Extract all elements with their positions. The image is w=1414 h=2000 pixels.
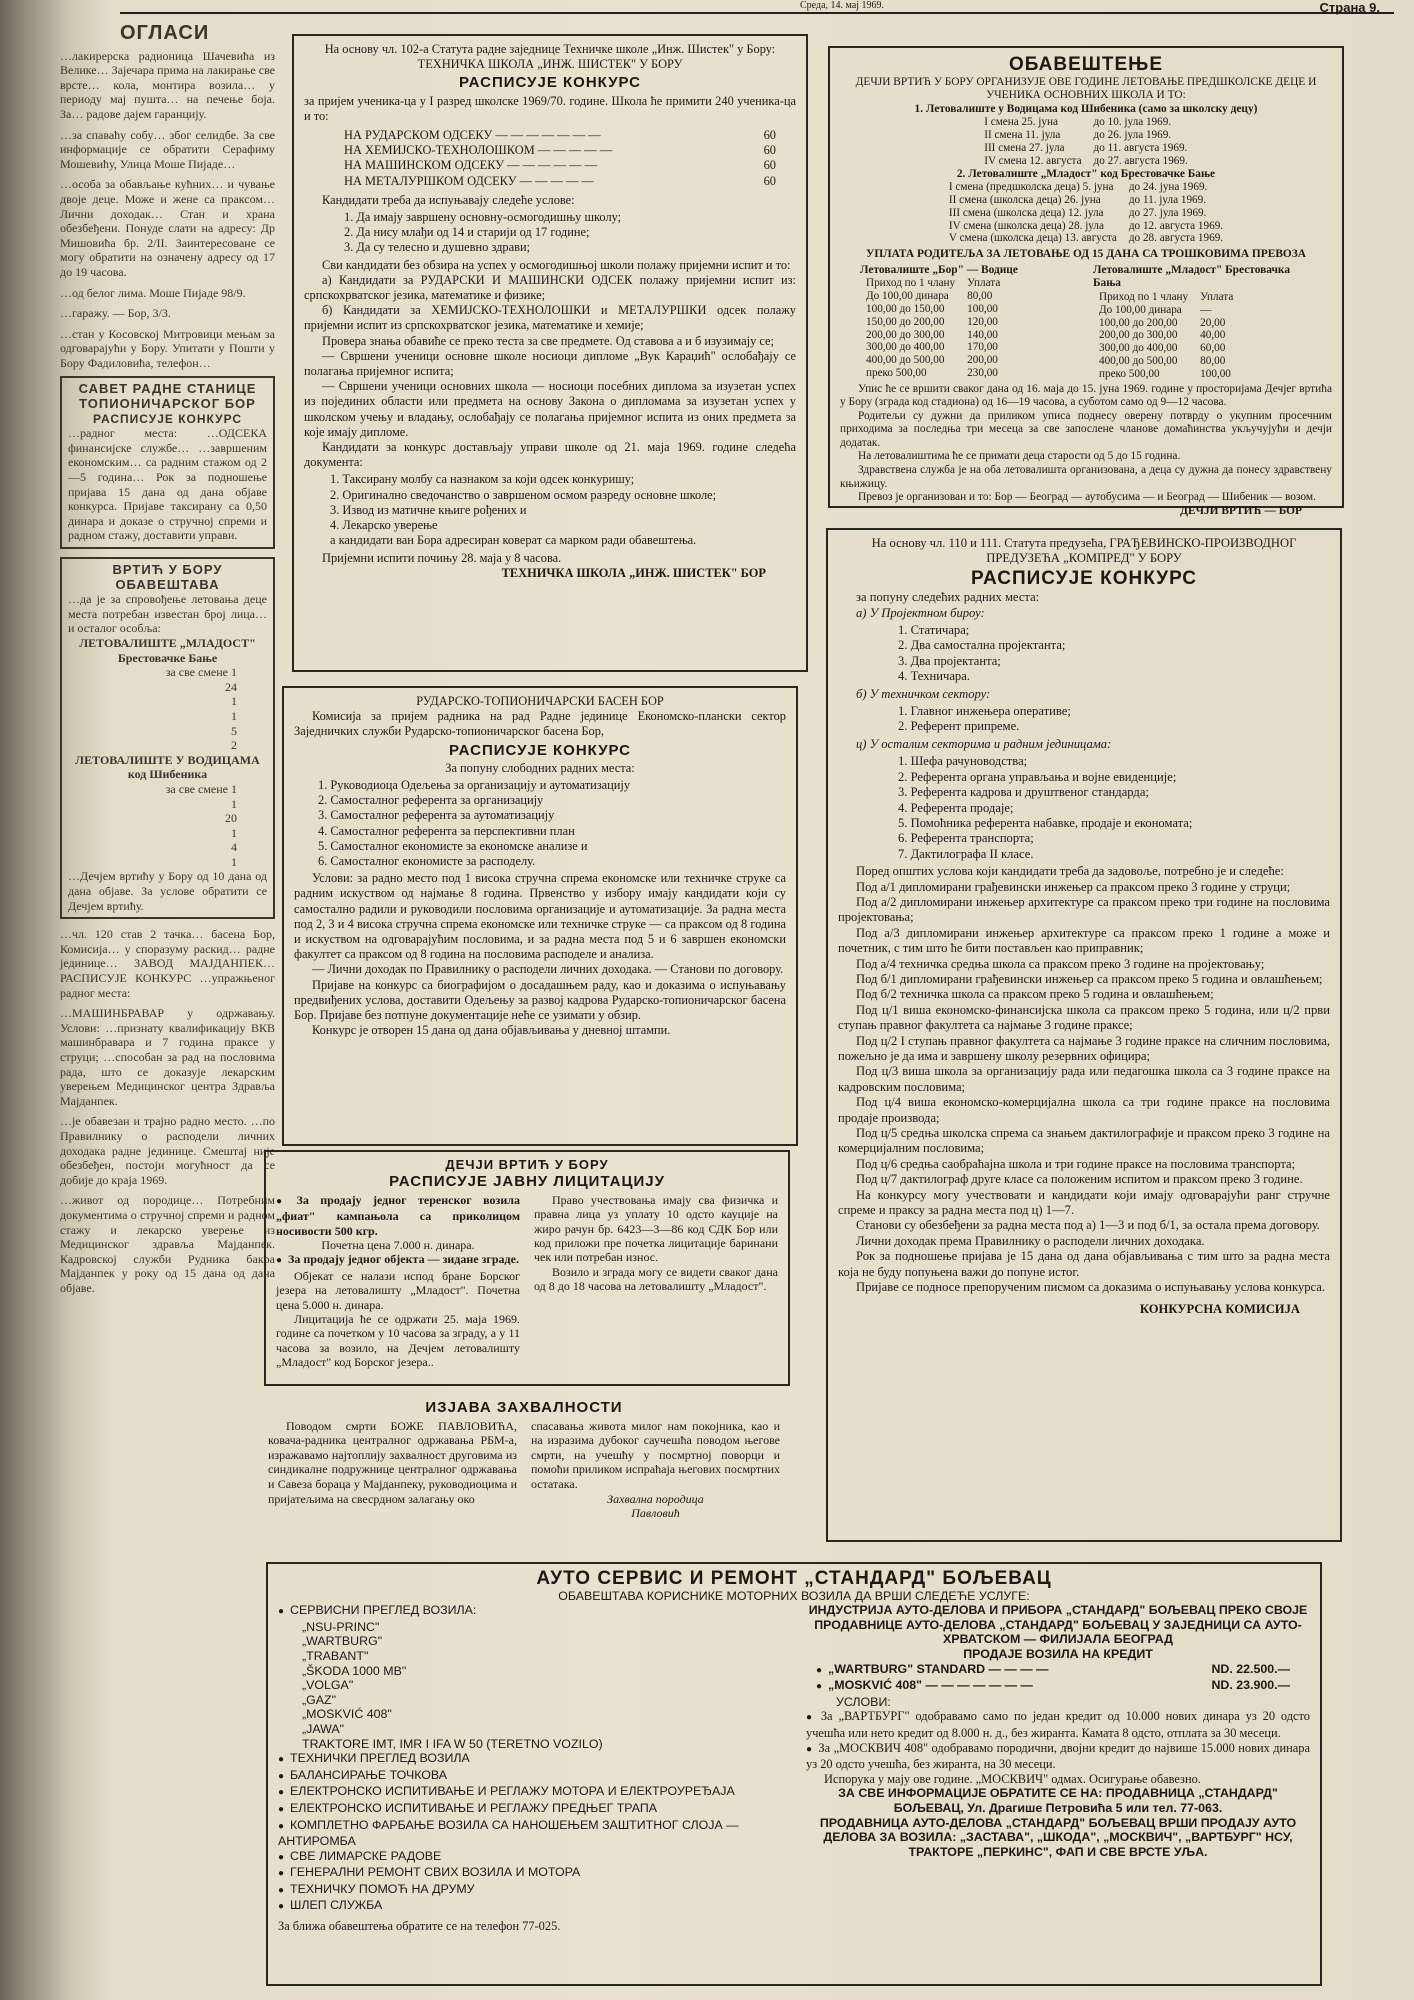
standard-service xyxy=(278,1882,782,1899)
shift-end: до 12. августа 1969. xyxy=(1128,219,1224,232)
payment-value: — xyxy=(1200,303,1212,316)
kompred-req: Под а/1 дипломирани грађевински инжењер са праксом преко 3 године у струци; xyxy=(856,879,1291,894)
licitacija-item-2 xyxy=(276,1252,520,1268)
rtb-p1: Услови: за радно место под 1 висока стручна спрема економске или техничке струке са радним искуством од најмање 8 година. Првенство у избору имају кандидати који су самостално радили и руководили пословима организације и аутоматизације. За радна места под 2, 3 и 4 висока стручна спрема економске или техничке струке — са праксом од 8 година и искуством на одговарајућим пословима, и за радна места под 5 и 6 завршен економски факултет са праксом од 8 година на пословима расподеле и анализа. xyxy=(294,871,786,962)
standard-c2-text: За „МОСКВИЧ 408" одобравамо породични, двојни кредит до највише 15.000 нових динара уз 20 одсто учешћа, без жиранта, на 30 месеци. xyxy=(806,1740,1310,1772)
tehnicka-p6: Провера знања обавиће се преко теста за све предмете. Од ставова а и б изузимају се; xyxy=(322,333,774,348)
left-ad-9: …је обавезан и трајно радно место. …по Правилнику о расподели личних доходака радне јединице. Смештај није обезбеђен, постоји могућност да се добије до краја 1969. xyxy=(60,1114,275,1187)
payment-header: Приход по 1 члану xyxy=(866,277,956,290)
ad-obavestenje xyxy=(828,46,1344,517)
standard-service-text: ГЕНЕРАЛНИ РЕМОНТ СВИХ ВОЗИЛА И МОТОРА xyxy=(290,1865,581,1880)
payment-value: 80,00 xyxy=(1200,354,1226,367)
kompred-sec-a: а) У Пројектном бироу: xyxy=(856,605,985,620)
document-item: а кандидати ван Бора адресиран коверат са марком ради обавештења. xyxy=(330,533,697,548)
standard-phone-note: За ближа обавештења обратите се на телефон 77-025. xyxy=(278,1919,561,1934)
rtb-position: 1. Руководиоца Одељења за организацију и аутоматизацију xyxy=(318,778,631,793)
zahvalnost-text-b: спасавања живота милог нам покојника, као и на изразима дубоког саучешћа поводом његове смрти, на учешћу у посмртној поворци и помоћи приликом испраћаја његових посмртних остатака. xyxy=(531,1418,780,1491)
standard-c3: Испорука у мају ове године. „МОСКВИЧ" одмах. Осигурање обавезно. xyxy=(824,1771,1201,1786)
licitacija-org: ДЕЧЈИ ВРТИЋ У БОРУ xyxy=(445,1157,609,1172)
shift-end: до 11. августа 1969. xyxy=(1093,141,1188,154)
kompred-req: Под б/1 дипломирани грађевински инжењер са праксом преко 5 година и овлашћењем; xyxy=(856,971,1323,986)
rtb-intro: Комисија за пријем радника на рад Радне јединице Економско-плански сектор Заједничких служби Рударско-топионичарског басена Бор, xyxy=(294,709,786,739)
licitacija-price-1: Почетна цена 7.000 н. динара. xyxy=(321,1238,475,1253)
left-box-vrtic-text: …да је за спровођење летовања деце места потребан известан број лица… и осталог особља: xyxy=(68,592,267,636)
rtb-position: 4. Самосталног референта за перспективни план xyxy=(318,823,575,838)
left-box-savet xyxy=(60,376,275,549)
obavestenje-p5: Превоз је организован и то: Бор — Београд — аутобусима — и Београд — Шибеник — возом. xyxy=(858,491,1316,504)
left-ad-6: …стан у Косовској Митровици мењам за одговарајући у Бору. Упитати у Пошти у Бору Фадиловића, телефон… xyxy=(60,326,275,370)
left-row: 1 xyxy=(231,796,237,811)
payment-value: 80,00 xyxy=(967,290,993,303)
tehnicka-p3: Сви кандидати без обзира на успех у осмогодишњој школи полажу пријемни испит и то: xyxy=(322,257,791,272)
rtb-title: РАСПИСУЈЕ КОНКУРС xyxy=(449,741,631,759)
payment-col-a-title: Летовалиште „Бор" — Водице xyxy=(860,263,1018,276)
left-row: 1 xyxy=(231,708,237,723)
kompred-p4: Рок за подношење пријава је 15 дана од дана објављивања с тим што за радна места која не буду попуњена важи до попуне истог. xyxy=(838,1249,1330,1279)
shift: II смена 11. јула xyxy=(984,129,1061,142)
shift-end: до 28. августа 1969. xyxy=(1128,232,1224,245)
rtb-position: 3. Самосталног референта за аутоматизацију xyxy=(318,808,555,823)
credit-car xyxy=(816,1678,1033,1695)
kompred-req: Под ц/7 дактилограф друге класе са положеним испитом и праксом преко 3 године. xyxy=(856,1172,1303,1187)
car-model: „MOSKVIĆ 408" xyxy=(302,1707,392,1722)
ad-rtb-konkurs xyxy=(282,686,798,1146)
bullet-icon xyxy=(278,1784,290,1798)
bullet-icon xyxy=(278,1818,290,1832)
bullet-icon xyxy=(816,1678,828,1692)
zahvalnost-sign-2: Павловић xyxy=(631,1506,680,1521)
kompred-req: Под ц/6 средња саобраћајна школа и три године праксе на пословима транспорта; xyxy=(856,1156,1296,1171)
department-count: 60 xyxy=(763,143,776,158)
tehnicka-p9: Кандидати за конкурс достављају управи школе од 21. маја 1969. године следећа документа: xyxy=(304,440,796,470)
ad-kompred xyxy=(826,528,1342,1542)
shift: III смена 27. јула xyxy=(984,141,1065,154)
left-row: 1 xyxy=(231,694,237,709)
department-name: НА РУДАРСКОМ ОДСЕКУ — — — — — — — xyxy=(344,128,601,143)
standard-c2 xyxy=(806,1741,1310,1772)
shift-end: до 11. јула 1969. xyxy=(1128,193,1207,206)
condition-item: 1. Да имају завршену основну-осмогодишњу школу; xyxy=(344,210,622,225)
left-row: 20 xyxy=(225,811,237,826)
left-box-savet-subtitle: РАСПИСУЈЕ КОНКУРС xyxy=(93,411,242,426)
kompred-sec-c: ц) У осталим секторима и радним јединицама: xyxy=(856,736,1112,751)
document-item: 2. Оригинално сведочанство о завршеном осмом разреду основне школе; xyxy=(330,487,717,502)
shift: V смена (школска деца) 13. августа xyxy=(948,232,1117,245)
department-count: 60 xyxy=(763,128,776,143)
bullet-icon xyxy=(278,1898,290,1912)
payment-table-b xyxy=(1093,291,1239,381)
payment-value: 100,00 xyxy=(967,302,998,315)
left-column-title: ОГЛАСИ xyxy=(120,22,210,44)
left-box-vrtic-text2: …Дечјем вртићу у Бору од 10 дана од дана објаве. За услове обратити се Дечјем вртићу. xyxy=(68,869,267,913)
left-ad-10: …живот од породице… Потребним документима о стручној спреми и радном стажу и лекарско уверење из Медицинског здравља Мајданпек. Кадровској служби Рудника бакра Мајданпек у року од 15 дана од дана објаве. xyxy=(60,1193,275,1295)
standard-service-text: ЕЛЕКТРОНСКО ИСПИТИВАЊЕ И РЕГЛАЖУ ПРЕДЊЕГ ТРАПА xyxy=(290,1800,658,1815)
page-header-rule xyxy=(120,0,1394,14)
kompred-p5: Пријаве се подносе препорученим писмом са доказима о испуњавању услова конкурса. xyxy=(856,1280,1326,1295)
standard-service-text: КОМПЛЕТНО ФАРБАЊЕ ВОЗИЛА СА НАНОШЕЊЕМ ЗАШТИТНОГ СЛОЈА — АНТИРОМБА xyxy=(278,1817,739,1849)
shift: IV смена 12. августа xyxy=(984,154,1082,167)
licitacija-item-1 xyxy=(276,1193,520,1238)
kompred-req: Под ц/1 виша економско-финансијска школа са праксом преко 5 година, или ц/2 први ступањ правног факултета са најмање 3 године праксе; xyxy=(838,1002,1330,1033)
left-row: 4 xyxy=(231,840,237,855)
kompred-p2: Станови су обезбеђени за радна места под а) 1—3 и под б/1, за остала према договору. xyxy=(856,1218,1320,1233)
payment-header: Приход по 1 члану xyxy=(1099,290,1189,303)
payment-value: 140,00 xyxy=(967,328,998,341)
left-box-savet-title: САВЕТ РАДНЕ СТАНИЦЕ ТОПИОНИЧАРСКОГ БОР xyxy=(78,381,257,412)
rtb-org: РУДАРСКО-ТОПИОНИЧАРСКИ БАСЕН БОР xyxy=(416,694,664,708)
kompred-p1: На конкурсу могу учествовати и кандидати који имају одговарајући ранг стручне спреме и праксу за радна места под ц) 1—7. xyxy=(838,1187,1330,1218)
bullet-icon xyxy=(278,1882,290,1896)
kompred-intro: На основу чл. 110 и 111. Статута предузећа, ГРАЂЕВИНСКО-ПРОИЗВОДНОГ ПРЕДУЗЕЋА „КОМПРЕД" У БОРУ xyxy=(871,536,1297,566)
payment-range: 300,00 до 400,00 xyxy=(866,341,945,354)
kompred-title: РАСПИСУЈЕ КОНКУРС xyxy=(971,567,1197,589)
credit-car-name: „WARTBURG" STANDARD — — — — xyxy=(828,1661,1049,1676)
standard-title: АУТО СЕРВИС И РЕМОНТ „СТАНДАРД" БОЉЕВАЦ xyxy=(536,1568,1052,1589)
left-ad-7: …чл. 120 став 2 тачка… басена Бор, Комисија… у споразуму раскид… радне јединице… ЗАВОД МАЈДАНПЕК… РАСПИСУЈЕ КОНКУРС …упражњеног радног места: xyxy=(60,927,275,1000)
left-row: 1 xyxy=(231,825,237,840)
department-count: 60 xyxy=(763,158,776,173)
bullet-icon xyxy=(278,1849,290,1863)
rtb-p2: — Лични доходак по Правилнику о расподели личних доходака. — Станови по договору. xyxy=(312,962,784,977)
zahvalnost-text-a: Поводом смрти БОЖЕ ПАВЛОВИЋА, ковача-радника централног одржавања РБМ-а, изражавамо најтоплију захвалност друговима из синдикалне подружнице централног одржавања и Савеза бораца у Мајданпеку, руководиоцима и пријатељима на свесрдном залагању око xyxy=(268,1418,517,1506)
kompred-p3: Лични доходак према Правилнику о расподели личних доходака. xyxy=(856,1233,1205,1248)
tractor-models: TRAKTORE IMT, IMR I IFA W 50 (TERETNO VOZILO) xyxy=(302,1736,603,1751)
payment-value: 230,00 xyxy=(967,366,998,379)
left-box-vrtic xyxy=(60,557,275,919)
payment-header: Уплата xyxy=(1200,290,1234,303)
payment-range: 300,00 до 400,00 xyxy=(1099,342,1178,355)
car-model: „JAWA" xyxy=(302,1721,345,1736)
camp-1-shifts xyxy=(978,116,1194,167)
tehnicka-intro: На основу чл. 102-а Статута радне заједнице Техничке школе „Инж. Шистек" у Бору: xyxy=(324,42,776,56)
payment-range: До 100,00 динара xyxy=(866,290,949,303)
standard-c4: ЗА СВЕ ИНФОРМАЦИЈЕ ОБРАТИТЕ СЕ НА: ПРОДАВНИЦА „СТАНДАРД" БОЉЕВАЦ, Ул. Драгише Петровића 5 или тел. 77-063. xyxy=(838,1786,1278,1815)
licitacija-item-1-text: За продају једног теренског возила „фиат" кампањола са приколицом носивости 500 кгр. xyxy=(276,1192,520,1238)
standard-service xyxy=(278,1865,782,1882)
standard-service-text: БАЛАНСИРАЊЕ ТОЧКОВА xyxy=(290,1767,448,1782)
left-ad-5: …гаражу. — Бор, 3/3. xyxy=(60,306,171,321)
car-model: „VOLGA" xyxy=(302,1678,354,1693)
shift: I смена (предшколска деца) 5. јуна xyxy=(948,181,1114,194)
kompred-req: Под б/2 техничка школа са праксом преко 5 година и овлашћењем; xyxy=(856,987,1214,1002)
payment-range: 150,00 до 200,00 xyxy=(866,315,945,328)
kompred-position: 7. Дактилографа II класе. xyxy=(898,846,1034,861)
payment-range: преко 500,00 xyxy=(1099,367,1160,380)
payment-col-b-title: Летовалиште „Младост" Брестовачка Бања xyxy=(1093,263,1291,290)
standard-service xyxy=(278,1818,782,1849)
kompred-p0: Поред општих услова који кандидати треба да задовоље, потребно је и следеће: xyxy=(856,864,1284,879)
standard-service xyxy=(278,1801,782,1818)
kompred-req: Под а/4 техничка средња школа са праксом преко 3 године на пројектовању; xyxy=(856,956,1265,971)
credit-car xyxy=(816,1662,1048,1679)
payment-table-a xyxy=(860,277,1006,379)
payment-range: До 100,00 динара xyxy=(1099,303,1182,316)
car-model: „ŠKODA 1000 MB" xyxy=(302,1663,407,1678)
shift: I смена 25. јуна xyxy=(984,116,1058,129)
kompred-req: Под ц/3 виша школа за организацију рада или педагошка школа са 3 године праксе на кадровским пословима; xyxy=(838,1064,1330,1094)
bullet-icon xyxy=(278,1768,290,1782)
camp-1-title: 1. Летовалиште у Водицама код Шибеника (само за школску децу) xyxy=(914,102,1258,115)
shift-end: до 27. јула 1969. xyxy=(1128,206,1207,219)
payment-value: 40,00 xyxy=(1200,329,1226,342)
tehnicka-p2: Кандидати треба да испуњавају следеће услове: xyxy=(322,192,575,207)
kompred-sub: за попуну следећих радних места: xyxy=(856,590,1040,605)
obavestenje-signature: ДЕЧЈИ ВРТИЋ — БОР xyxy=(1180,504,1302,517)
licitacija-p3: Возило и зграда могу се видети сваког дана од 8 до 18 часова на летовалишту „Младост". xyxy=(534,1264,778,1294)
condition-item: 3. Да су телесно и душевно здрави; xyxy=(344,240,531,255)
payment-header: Уплата xyxy=(967,277,1001,290)
payment-range: 100,00 до 150,00 xyxy=(866,302,945,315)
shift: III смена (школска деца) 12. јула xyxy=(948,206,1104,219)
left-row: 5 xyxy=(231,723,237,738)
licitacija-item-2-text: За продају једног објекта — зидане зграде. xyxy=(288,1252,519,1267)
standard-service-text: СВЕ ЛИМАРСКЕ РАДОВЕ xyxy=(290,1848,442,1863)
bullet-icon xyxy=(278,1751,290,1765)
kompred-position: 2. Референт припреме. xyxy=(898,719,1020,734)
licitacija-title: РАСПИСУЈЕ ЈАВНУ ЛИЦИТАЦИЈУ xyxy=(389,1173,665,1191)
standard-service-text: ШЛЕП СЛУЖБА xyxy=(290,1898,383,1913)
zahvalnost-sign-1: Захвална породица xyxy=(607,1491,704,1506)
kompred-position: 2. Референта органа управљања и војне евиденције; xyxy=(898,769,1177,784)
shift: IV смена (школска деца) 28. јула xyxy=(948,219,1104,232)
licitacija-p1: Лицитација ће се одржати 25. маја 1969. године са почетком у 10 часова за зграду, а у 11 часова за возило, на Дечјем летовалишту „Младост" код Борског језера.. xyxy=(276,1312,520,1370)
rtb-position: 6. Самосталног економисте за расподелу. xyxy=(318,854,536,869)
ad-tehnicka-skola xyxy=(292,34,808,672)
tehnicka-p7: — Свршени ученици основне школе носиоци дипломе „Вук Караџић" ослобађају се полагања пријемног испита; xyxy=(304,348,796,379)
bullet-icon xyxy=(278,1865,290,1879)
payment-value: 100,00 xyxy=(1200,367,1231,380)
tehnicka-title: РАСПИСУЈЕ КОНКУРС xyxy=(459,74,641,92)
tehnicka-p8: — Свршени ученици основних школа — носиоци посебних диплома за изузетан успех из појединих области или предмета на основу Закона о дипломама за изузетан успех у школском учењу и владању, ослобађају се полагања пријемног испита из оних предмета за које имају дипломе. xyxy=(304,379,796,439)
obavestenje-p3: На летовалиштима ће се примати деца старости од 5 до 15 година. xyxy=(858,450,1181,463)
obavestenje-p2: Родитељи су дужни да приликом уписа поднесу оверену потврду о укупним просечним приходима за последња три месеца за све запослене чланове домаћинства укључујући и дечји додатак. xyxy=(840,409,1332,449)
page-number: Страна 9. xyxy=(1319,0,1380,15)
kompred-req: Под ц/5 средња школска спрема са знањем дактилографије и праксом преко 3 године на комерцијалним пословима; xyxy=(838,1126,1330,1156)
kompred-position: 4. Референта продаје; xyxy=(898,800,1014,815)
document-item: 3. Извод из матичне књиге рођених и xyxy=(330,502,527,517)
kompred-position: 1. Главног инжењера оперативе; xyxy=(898,704,1071,719)
department-name: НА ХЕМИЈСКО-ТЕХНОЛОШКОМ — — — — — xyxy=(344,143,613,158)
licitacija-item-2-detail: Објекат се налази испод бране Борског језера на летовалишту „Младост". Почетна цена 5.000 н. динара. xyxy=(276,1268,520,1312)
kompred-position: 3. Референта кадрова и друштвеног стандарда; xyxy=(898,785,1149,800)
standard-uslovi: УСЛОВИ: xyxy=(836,1694,891,1709)
left-box-vrtic-title: ВРТИЋ У БОРУ ОБАВЕШТАВА xyxy=(112,562,223,592)
left-box-vrtic-sub2: ЛЕТОВАЛИШТЕ У ВОДИЦАМА код Шибеника xyxy=(75,752,260,782)
kompred-sec-b: б) У техничком сектору: xyxy=(856,686,991,701)
left-column-ads xyxy=(60,20,275,1980)
bullet-icon xyxy=(278,1603,290,1617)
left-ad-3: …особа за обављање кућних… и чување двоје деце. Може и жене са праксом… Лични доходак… Стан и храна обезбеђени. Понуде слати на адресу: Др Мишовића бр. 2/II. Заинтересоване се могу обратити на означену адресу од 17 до 19 часова. xyxy=(60,177,275,279)
document-item: 4. Лекарско уверење xyxy=(330,518,438,533)
payment-value: 170,00 xyxy=(967,341,998,354)
left-ad-1: …лакирерска радионица Шачевића из Велике… Зајечара прима на лакирање све врсте… кола, монтира возила… у периоду мај пушта… на печење боја. За… радове дајем гаранцију. xyxy=(60,48,275,121)
kompred-req: Под а/3 дипломирани инжењер архитектуре са праксом преко 1 године а може и почетник, с тим што ће бити постављен као приправник; xyxy=(838,925,1330,956)
standard-service-text: ТЕХНИЧКИ ПРЕГЛЕД ВОЗИЛА xyxy=(290,1751,470,1766)
kompred-req: Под а/2 дипломирани инжењер архитектуре са праксом преко три године на пословима пројектовања; xyxy=(838,894,1330,925)
payment-value: 20,00 xyxy=(1200,316,1226,329)
ad-licitacija xyxy=(264,1150,790,1386)
standard-service xyxy=(278,1784,782,1801)
ad-zahvalnost xyxy=(258,1392,790,1558)
standard-c1-text: За „ВАРТБУРГ" одобравамо само по један кредит од 10.000 нових динара уз 20 одсто учешћа или нето кредит од 8.000 н. д., без жиранта. Камата 8 одсто, отплата за 30 месеци. xyxy=(806,1709,1310,1740)
rtb-sub: За попуну слободних радних места: xyxy=(445,760,635,775)
payment-value: 120,00 xyxy=(967,315,998,328)
rtb-p3: Пријаве на конкурс са биографијом о досадашњем раду, као и доказима о испуњавању предвиђених услова, доставити Одељењу за развој кадрова Рударско-топионичарског басена Бор. Пријаве без потпуне документације неће се узимати у обзир. xyxy=(294,977,786,1023)
department-name: НА МАШИНСКОМ ОДСЕКУ — — — — — — xyxy=(344,158,597,173)
obavestenje-p1: Упис ће се вршити сваког дана од 16. маја до 15. јуна 1969. године у просторијама Дечјег вртића у Бору (зграда код стадиона) од 16—19 часова, а суботом само од 9—12 часова. xyxy=(840,382,1332,409)
standard-service-head xyxy=(278,1603,782,1620)
standard-r2: ПРОДАЈЕ ВОЗИЛА НА КРЕДИТ xyxy=(963,1646,1153,1661)
tehnicka-p10: Пријемни испити почињу 28. маја у 8 часова. xyxy=(322,550,562,565)
credit-price: ND. 22.500.— xyxy=(1211,1661,1290,1676)
payment-range: 400,00 до 500,00 xyxy=(1099,354,1178,367)
tehnicka-p5: б) Кандидати за ХЕМИЈСКО-ТЕХНОЛОШКИ и МЕТАЛУРШКИ одсек полажу пријемни испит из српскохрватског језика, математике и хемије; xyxy=(304,303,796,333)
condition-item: 2. Да нису млађи од 14 и старији од 17 године; xyxy=(344,225,590,240)
left-ad-2: …за спаваћу собу… због селидбе. За све информације се обратити Серафиму Мошевићу, Улица Моше Пијаде… xyxy=(60,127,275,171)
payment-range: 100,00 до 200,00 xyxy=(1099,316,1178,329)
shift-end: до 27. августа 1969. xyxy=(1093,154,1188,167)
payment-range: преко 500,00 xyxy=(866,366,927,379)
kompred-req: Под ц/2 I ступањ правног факултета са најмање 3 године праксе на сличним пословима, пожељно је да има и завршену школу резервних официра; xyxy=(838,1033,1330,1063)
left-ad-4: …од белог лима. Моше Пијаде 98/9. xyxy=(60,285,246,300)
payment-value: 60,00 xyxy=(1200,342,1226,355)
rtb-p4: Конкурс је отворен 15 дана од дана објављивања у дневној штампи. xyxy=(312,1023,671,1038)
kompred-position: 6. Референта транспорта; xyxy=(898,831,1034,846)
kompred-signature: КОНКУРСНА КОМИСИЈА xyxy=(1139,1301,1300,1316)
department-name: НА МЕТАЛУРШКОМ ОДСЕКУ — — — — — xyxy=(344,173,594,188)
camp-2-shifts xyxy=(943,181,1229,245)
tehnicka-signature: ТЕХНИЧКА ШКОЛА „ИНЖ. ШИСТЕК" БОР xyxy=(501,565,766,580)
page-date: Среда, 14. мај 1969. xyxy=(800,0,884,11)
standard-service xyxy=(278,1751,782,1768)
payment-value: 200,00 xyxy=(967,354,998,367)
standard-service-text: ЕЛЕКТРОНСКО ИСПИТИВАЊЕ И РЕГЛАЖУ МОТОРА И ЕЛЕКТРОУРЕЂАЈА xyxy=(290,1784,735,1799)
shift-end: до 24. јуна 1969. xyxy=(1128,181,1208,194)
tehnicka-org: ТЕХНИЧКА ШКОЛА „ИНЖ. ШИСТЕК" У БОРУ xyxy=(417,57,683,72)
zahvalnost-title: ИЗЈАВА ЗАХВАЛНОСТИ xyxy=(425,1399,623,1416)
bullet-icon xyxy=(278,1801,290,1815)
kompred-position: 4. Техничара. xyxy=(898,669,970,684)
left-row: за све смене 1 xyxy=(165,781,237,796)
rtb-position: 5. Самосталног економисте за економске анализе и xyxy=(318,838,588,853)
standard-sub: ОБАВЕШТАВА КОРИСНИКЕ МОТОРНИХ ВОЗИЛА ДА ВРШИ СЛЕДЕЋЕ УСЛУГЕ: xyxy=(558,1588,1030,1603)
shift: II смена (школска деца) 26. јуна xyxy=(948,193,1101,206)
shift-end: до 10. јула 1969. xyxy=(1093,116,1172,129)
left-row: 2 xyxy=(231,738,237,753)
bullet-icon xyxy=(806,1741,818,1755)
left-box-savet-text: …радног места: …ОДСЕКА финансијске службе… …завршеним економским… са радним стажом од 2—5 година… Рок за подношење пријава 15 дана од дана објаве конкурса. Пријаве таксирану са 0,50 динара и доказе о стручној спреми и радном стажу, доставити управи. xyxy=(68,426,267,543)
left-row: за све смене 1 xyxy=(165,665,237,680)
document-item: 1. Таксирану молбу са назнаком за који одсек конкуришу; xyxy=(330,472,635,487)
bullet-icon xyxy=(276,1252,288,1266)
payment-range: 200,00 до 300,00 xyxy=(1099,329,1178,342)
left-row: 1 xyxy=(231,854,237,869)
payment-title: УПЛАТА РОДИТЕЉА ЗА ЛЕТОВАЊЕ ОД 15 ДАНА СА ТРОШКОВИМА ПРЕВОЗА xyxy=(865,248,1307,261)
tehnicka-p1: за пријем ученика-ца у I разред школске 1969/70. године. Школа ће примити 240 ученика-ца и то: xyxy=(304,93,796,123)
standard-service-head-text: СЕРВИСНИ ПРЕГЛЕД ВОЗИЛА: xyxy=(290,1603,477,1618)
bullet-icon xyxy=(806,1709,821,1723)
obavestenje-p4: Здравствена служба је на оба летовалишта организована, а деца су дужна да понесу здравствену књижицу. xyxy=(840,464,1332,490)
kompred-req: Под ц/4 виша економско-комерцијална школа са три године праксе на пословима продаје производа; xyxy=(838,1095,1330,1125)
payment-range: 400,00 до 500,00 xyxy=(866,354,945,367)
standard-service xyxy=(278,1768,782,1785)
kompred-position: 3. Два пројектанта; xyxy=(898,653,1001,668)
car-model: „WARTBURG" xyxy=(302,1634,383,1649)
bullet-icon xyxy=(816,1662,828,1676)
standard-r1: ИНДУСТРИЈА АУТО-ДЕЛОВА И ПРИБОРА „СТАНДАРД" БОЉЕВАЦ ПРЕКО СВОЈЕ ПРОДАВНИЦЕ АУТО-ДЕЛОВА „СТАНДАРД" БОЉЕВАЦ У ЗАЈЕДНИЦИ СА АУТО-ХРВАТСКОМ — ФИЛИЈАЛА БЕОГРАД xyxy=(808,1603,1308,1647)
licitacija-p2: Право учествовања имају сва физичка и правна лица уз уплату 10 одсто кауције на жиро рачун бр. 6423—3—86 код СДК Бор или код приложи пре почетка лицитације баринани чек или потребан износ. xyxy=(534,1192,778,1265)
tehnicka-p4: а) Кандидати за РУДАРСКИ И МАШИНСКИ ОДСЕК полажу пријемни испит из: српскохрватског језика, математике и физике; xyxy=(304,272,796,303)
shift-end: до 26. јула 1969. xyxy=(1093,129,1172,142)
car-model: „GAZ" xyxy=(302,1692,336,1707)
standard-service xyxy=(278,1898,782,1915)
rtb-position: 2. Самосталног референта за организацију xyxy=(318,793,544,808)
kompred-position: 1. Статичара; xyxy=(898,623,970,638)
ad-standard-boljevac xyxy=(266,1562,1322,1986)
payment-range: 200,00 до 300,00 xyxy=(866,328,945,341)
obavestenje-intro: ДЕЧЈИ ВРТИЋ У БОРУ ОРГАНИЗУЈЕ ОВЕ ГОДИНЕ ЛЕТОВАЊЕ ПРЕДШКОЛСКЕ ДЕЦЕ И УЧЕНИКА ОСНОВНИХ ШКОЛА И ТО: xyxy=(855,75,1317,102)
kompred-position: 1. Шефа рачуноводства; xyxy=(898,754,1028,769)
bullet-icon xyxy=(276,1193,296,1207)
obavestenje-title: ОБАВЕШТЕЊЕ xyxy=(1008,54,1164,75)
department-count: 60 xyxy=(763,173,776,188)
left-row: 24 xyxy=(225,679,237,694)
credit-car-name: „MOSKVIĆ 408" — — — — — — — xyxy=(828,1678,1033,1693)
standard-service xyxy=(278,1849,782,1866)
left-box-vrtic-sub1: ЛЕТОВАЛИШТЕ „МЛАДОСТ" Брестовачке Бање xyxy=(79,635,256,665)
standard-c5: ПРОДАВНИЦА АУТО-ДЕЛОВА „СТАНДАРД" БОЉЕВАЦ ВРШИ ПРОДАЈУ АУТО ДЕЛОВА ЗА ВОЗИЛА: „ЗАСТАВА", „ШКОДА", „МОСКВИЧ", „ВАРТБУРГ" НСУ, ТРАКТОРЕ „ПЕРКИНС", ФАП И СВЕ ВРСТЕ УЉА. xyxy=(819,1815,1297,1859)
camp-2-title: 2. Летовалиште „Младост" код Брестовачке Бање xyxy=(956,167,1216,180)
standard-service-text: ТЕХНИЧКУ ПОМОЋ НА ДРУМУ xyxy=(290,1881,475,1896)
credit-price: ND. 23.900.— xyxy=(1211,1678,1290,1693)
car-model: „NSU-PRINC" xyxy=(302,1619,380,1634)
kompred-position: 2. Два самостална пројектанта; xyxy=(898,638,1066,653)
standard-c1 xyxy=(806,1709,1310,1740)
kompred-position: 5. Помоћника референта набавке, продаје и економата; xyxy=(898,815,1193,830)
left-ad-8: …МАШИНБРАВАР у одржавању. Услови: …признату квалификацију ВКВ машинбравара и 7 година праксе у струци; …способан за рад на пословима рада, што се доказује лекарским уверењем Медицинског центра Здравља Мајданпек. xyxy=(60,1006,275,1108)
car-model: „TRABANT" xyxy=(302,1648,369,1663)
